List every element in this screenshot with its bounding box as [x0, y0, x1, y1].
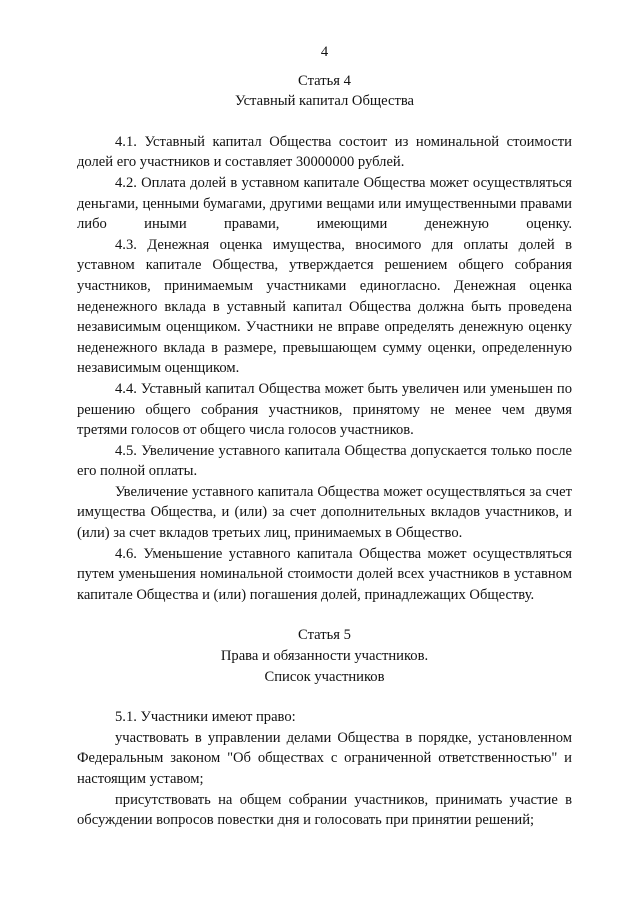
paragraph-4-1: 4.1. Уставный капитал Общества состоит из номинальной стоимости долей его участников и составляет 30000000 рублей. [77, 133, 572, 171]
article-4-number: Статья 4 [298, 72, 351, 89]
paragraph-4-2: 4.2. Оплата долей в уставном капитале Общества может осуществляться деньгами, ценными бумагами, другими вещами или имущественными правами либо иными правами, имеющими денежную оценку. [77, 174, 572, 233]
paragraph-4-4: 4.4. Уставный капитал Общества может быть увеличен или уменьшен по решению общего собрания участников, принятому не менее чем двумя третями голосов от общего числа голосов участников. [77, 380, 572, 439]
paragraph-5-1: 5.1. Участники имеют право: [115, 709, 296, 726]
article-5-number: Статья 5 [298, 627, 351, 644]
page-number: 4 [320, 44, 329, 60]
article-5-title-line-2: Список участников [264, 668, 385, 685]
paragraph-4-5-continued: Увеличение уставного капитала Общества может осуществляться за счет имущества Общества, и (или) за счет дополнительных вкладов участников, и (или) за счет вкладов третьих лиц, принимаемых в Общество. [77, 483, 572, 542]
paragraph-5-1-item-attend: присутствовать на общем собрании участников, принимать участие в обсуждении вопросов повестки дня и голосовать при принятии решений; [77, 791, 572, 829]
article-4-title: Уставный капитал Общества [235, 93, 414, 110]
paragraph-5-1-item-manage: участвовать в управлении делами Общества в порядке, установленном Федеральным законом "Об обществах с ограниченной ответственностью" и настоящим уставом; [77, 729, 572, 787]
paragraph-4-6: 4.6. Уменьшение уставного капитала Общества может осуществляться путем уменьшения номинальной стоимости долей всех участников в уставном капитале Общества и (или) погашения долей, принадлежащих Обществу. [77, 545, 572, 603]
paragraph-4-5: 4.5. Увеличение уставного капитала Общества допускается только после его полной оплаты. [77, 442, 572, 480]
article-5-title-line-1: Права и обязанности участников. [220, 648, 429, 665]
paragraph-4-3: 4.3. Денежная оценка имущества, вносимого для оплаты долей в уставном капитале Общества, утверждается решением общего собрания участников, принимаемым участниками единогласно. Денежная оценка неденежного вклада в уставный капитал Общества должна быть проведена независимым оценщиком. Участники не вправе определять денежную оценку неденежного вклада в размере, превышающем сумму оценки, определенную независимым оценщиком. [77, 236, 572, 377]
